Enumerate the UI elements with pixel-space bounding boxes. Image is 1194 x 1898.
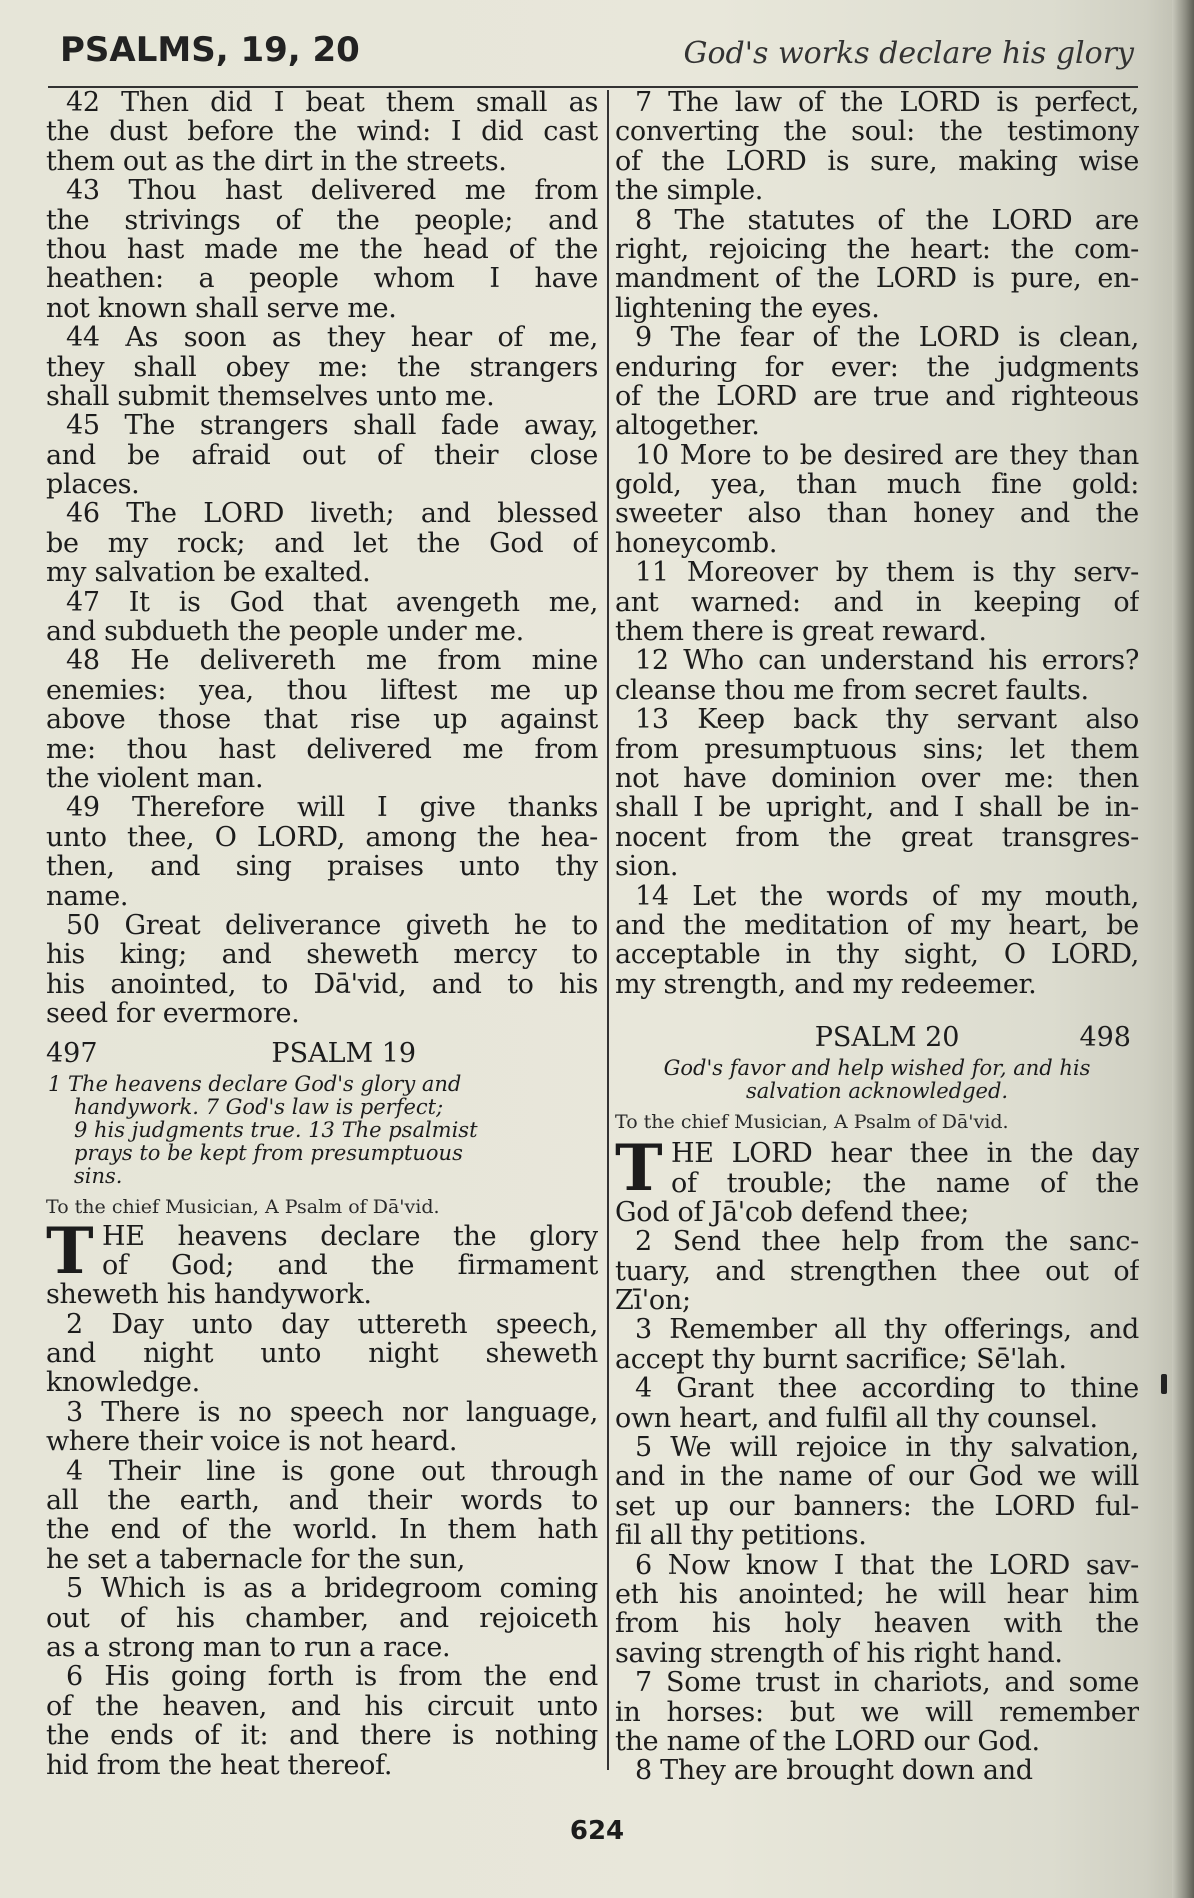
- verse-line: 7 The law of the LORD is perfect,: [635, 88, 1139, 118]
- verse-line: enemies: yea, thou liftest me up: [46, 675, 598, 706]
- summary-line: God's favor and help wished for, and his: [663, 1056, 1091, 1081]
- verse-line: mandment of the LORD is pure, en-: [615, 264, 1139, 294]
- verse-line: 6 His going forth is from the end: [66, 1662, 598, 1692]
- verse-line: 50 Great deliverance giveth he to: [66, 910, 598, 941]
- psalm20-opening: [615, 1131, 1139, 1786]
- verse-line: eth his anointed; he will hear him: [615, 1579, 1139, 1610]
- verse-line: his king; and sheweth mercy to: [46, 940, 598, 970]
- verse-line: of the LORD is sure, making wise: [615, 146, 1139, 177]
- verse-line: of trouble; the name of the: [671, 1168, 1139, 1198]
- page-number: 624: [569, 1816, 625, 1846]
- verse-line: God of Jā'cob defend thee;: [615, 1197, 970, 1228]
- verse-line: shall I be upright, and I shall be in-: [615, 793, 1139, 823]
- verse-line: them out as the dirt in the streets.: [46, 146, 507, 177]
- verse-line: 3 Remember all thy offerings, and: [635, 1315, 1139, 1345]
- verse-line: them there is great reward.: [615, 617, 987, 647]
- verse-line: my salvation be exalted.: [46, 558, 371, 588]
- verse-line: in horses: but we will remember: [615, 1697, 1139, 1727]
- verse-line: honeycomb.: [615, 528, 778, 559]
- summary-line: prays to be kept from presumptuous: [74, 1140, 463, 1165]
- running-head-right: God's works declare his glory: [683, 36, 1134, 71]
- verse-line: shall submit themselves unto me.: [46, 381, 495, 412]
- verse-line: they shall obey me: the strangers: [46, 352, 598, 382]
- verse-line: 13 Keep back thy servant also: [635, 705, 1139, 735]
- left-top-verses: [46, 88, 598, 1029]
- verse-line: tuary, and strengthen thee out of: [615, 1256, 1139, 1287]
- verse-line: HE LORD hear thee in the day: [671, 1139, 1139, 1169]
- verse-line: 4 Their line is gone out through: [66, 1456, 598, 1487]
- verse-line: 44 As soon as they hear of me,: [66, 323, 598, 353]
- column-divider: [607, 90, 609, 1770]
- verse-line: heathen: a people whom I have: [46, 264, 598, 294]
- psalm20-number: 498: [1079, 1022, 1131, 1054]
- verse-line: unto thee, O LORD, among the hea-: [46, 822, 598, 853]
- verse-line: my strength, and my redeemer.: [615, 969, 1037, 1000]
- verse-line: me: thou hast delivered me from: [46, 734, 598, 764]
- verse-line: ant warned: and in keeping of: [615, 587, 1139, 618]
- right-column: [615, 88, 1139, 1786]
- psalm19-superscription: To the chief Musician, A Psalm of Dā'vid.: [46, 1195, 440, 1218]
- verse-line: and subdueth the people under me.: [46, 617, 524, 647]
- verse-line: fil all thy petitions.: [615, 1521, 867, 1551]
- verse-line: accept thy burnt sacrifice; Sē'lah.: [615, 1344, 1067, 1375]
- verse-line: be my rock; and let the God of: [46, 528, 598, 559]
- verse-line: 47 It is God that avengeth me,: [66, 587, 598, 618]
- verse-line: converting the soul: the testimony: [615, 117, 1139, 147]
- verse-line: name.: [46, 881, 129, 911]
- verse-line: the end of the world. In them hath: [46, 1515, 598, 1545]
- psalm20-verses: [615, 1131, 1139, 1786]
- verse-line: all the earth, and their words to: [46, 1486, 598, 1516]
- verse-line: then, and sing praises unto thy: [46, 852, 598, 882]
- verse-line: 2 Day unto day uttereth speech,: [66, 1309, 598, 1340]
- verse-line: sion.: [615, 852, 679, 882]
- psalm19-opening: [46, 1213, 598, 1780]
- verse-line: 14 Let the words of my mouth,: [635, 881, 1139, 911]
- verse-line: lightening the eyes.: [615, 293, 880, 324]
- verse-line: he set a tabernacle for the sun,: [46, 1544, 465, 1575]
- verse-line: the violent man.: [46, 763, 264, 794]
- psalm20-dropcap: T: [615, 1131, 663, 1207]
- psalm19-number: 497: [46, 1037, 98, 1069]
- verse-line: 48 He delivereth me from mine: [66, 646, 598, 676]
- verse-line: right, rejoicing the heart: the com-: [615, 234, 1139, 265]
- summary-line: 9 his judgments true. 13 The psalmist: [74, 1117, 478, 1142]
- verse-line: cleanse thou me from secret faults.: [615, 675, 1089, 706]
- left-column: [46, 88, 598, 1780]
- verse-line: places.: [46, 470, 140, 500]
- verse-line: own heart, and fulfil all thy counsel.: [615, 1403, 1098, 1434]
- verse-line: seed for evermore.: [46, 999, 300, 1029]
- verse-line: set up our banners: the LORD ful-: [615, 1491, 1139, 1522]
- verse-line: sheweth his handywork.: [46, 1280, 372, 1310]
- verse-line: saving strength of his right hand.: [615, 1638, 1063, 1669]
- verse-line: enduring for ever: the judgments: [615, 352, 1139, 382]
- verse-line: the simple.: [615, 176, 764, 206]
- verse-line: 46 The LORD liveth; and blessed: [66, 499, 598, 529]
- verse-line: above those that rise up against: [46, 705, 598, 735]
- verse-line: 43 Thou hast delivered me from: [66, 176, 598, 206]
- verse-line: 3 There is no speech nor language,: [66, 1397, 598, 1428]
- verse-line: out of his chamber, and rejoiceth: [46, 1603, 598, 1633]
- verse-line: and night unto night sheweth: [46, 1339, 598, 1369]
- verse-line: 5 We will rejoice in thy salvation,: [635, 1433, 1139, 1463]
- psalm19-summary: [46, 1073, 598, 1188]
- verse-line: HE heavens declare the glory: [102, 1221, 598, 1251]
- verse-line: from his holy heaven with the: [615, 1609, 1139, 1639]
- verse-line: gold, yea, than much fine gold:: [615, 470, 1139, 500]
- verse-line: not have dominion over me: then: [615, 763, 1139, 794]
- verse-line: 45 The strangers shall fade away,: [66, 411, 598, 441]
- psalm19-verses: [46, 1213, 598, 1780]
- verse-line: altogether.: [615, 411, 760, 441]
- verse-line: the name of the LORD our God.: [615, 1726, 1040, 1757]
- psalm19-title: PSALM 19: [271, 1037, 417, 1069]
- psalm20-title: PSALM 20: [814, 1022, 960, 1054]
- verse-line: of the heaven, and his circuit unto: [46, 1691, 598, 1722]
- verse-line: 9 The fear of the LORD is clean,: [635, 323, 1139, 353]
- verse-line: his anointed, to Dā'vid, and to his: [46, 969, 598, 1000]
- verse-line: where their voice is not heard.: [46, 1427, 458, 1457]
- verse-line: Zī'on;: [615, 1286, 691, 1316]
- verse-line: 12 Who can understand his errors?: [635, 646, 1139, 676]
- verse-line: as a strong man to run a race.: [46, 1632, 451, 1663]
- verse-line: knowledge.: [46, 1368, 200, 1398]
- verse-line: and be afraid out of their close: [46, 440, 598, 471]
- verse-line: the dust before the wind: I did cast: [46, 117, 598, 147]
- verse-line: and the meditation of my heart, be: [615, 910, 1139, 941]
- verse-line: 6 Now know I that the LORD sav-: [635, 1550, 1139, 1580]
- verse-line: hid from the heat thereof.: [46, 1750, 393, 1780]
- summary-line: salvation acknowledged.: [745, 1079, 1009, 1104]
- verse-line: of the LORD are true and righteous: [615, 381, 1139, 412]
- verse-line: nocent from the great transgres-: [615, 822, 1139, 853]
- psalm20-superscription: To the chief Musician, A Psalm of Dā'vid.: [615, 1111, 1009, 1134]
- page-edge-shadow: [1172, 0, 1194, 1898]
- psalm20-heading: [615, 1019, 1139, 1057]
- verse-line: of God; and the firmament: [102, 1250, 598, 1281]
- summary-line: handywork. 7 God's law is perfect;: [74, 1094, 444, 1119]
- right-top-verses: [615, 88, 1139, 999]
- psalm19-heading: [46, 1035, 598, 1073]
- verse-line: 5 Which is as a bridegroom coming: [66, 1574, 598, 1604]
- verse-line: sweeter also than honey and the: [615, 499, 1139, 529]
- verse-line: 2 Send thee help from the sanc-: [635, 1227, 1139, 1257]
- verse-line: 49 Therefore will I give thanks: [66, 793, 598, 823]
- summary-line: 1 The heavens declare God's glory and: [48, 1071, 462, 1096]
- psalm19-dropcap: T: [46, 1213, 94, 1289]
- margin-mark: [1161, 1374, 1167, 1394]
- summary-line: sins.: [74, 1163, 123, 1188]
- verse-line: 11 Moreover by them is thy serv-: [635, 558, 1139, 588]
- verse-line: 7 Some trust in chariots, and some: [635, 1668, 1139, 1698]
- verse-line: the strivings of the people; and: [46, 205, 598, 235]
- verse-line: 8 The statutes of the LORD are: [635, 205, 1139, 235]
- verse-line: from presumptuous sins; let them: [615, 734, 1139, 764]
- psalm20-summary: [615, 1057, 1139, 1103]
- verse-line: the ends of it: and there is nothing: [46, 1721, 598, 1751]
- running-head-left: PSALMS, 19, 20: [60, 30, 360, 70]
- verse-line: 10 More to be desired are they than: [635, 440, 1139, 471]
- verse-line: 8 They are brought down and: [635, 1756, 1033, 1786]
- verse-line: not known shall serve me.: [46, 293, 397, 324]
- verse-line: thou hast made me the head of the: [46, 234, 598, 265]
- verse-line: acceptable in thy sight, O LORD,: [615, 940, 1139, 970]
- verse-line: 4 Grant thee according to thine: [635, 1374, 1139, 1404]
- verse-line: and in the name of our God we will: [615, 1462, 1139, 1492]
- verse-line: 42 Then did I beat them small as: [66, 88, 598, 118]
